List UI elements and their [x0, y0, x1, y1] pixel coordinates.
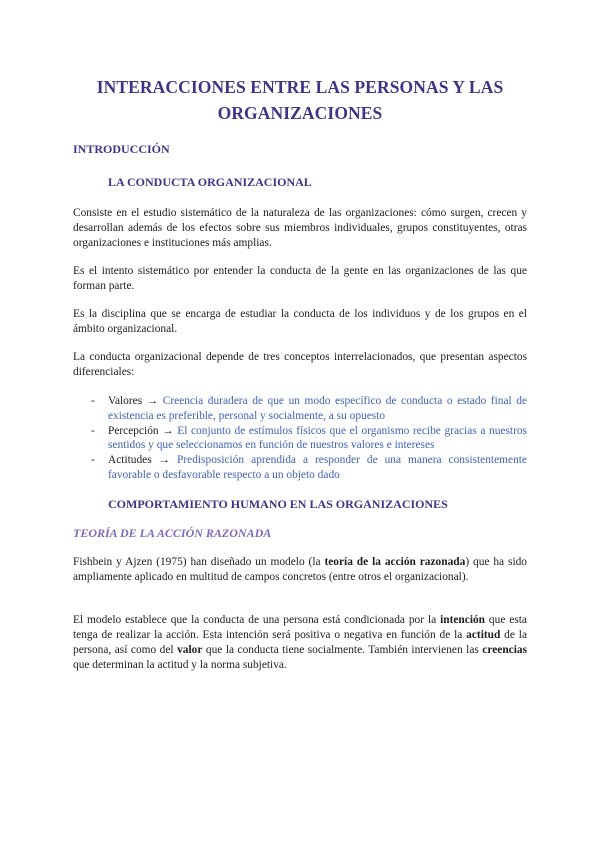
document-title: INTERACCIONES ENTRE LAS PERSONAS Y LAS ORGANIZACIONES — [96, 77, 504, 123]
text-run: ) que ha sido ampliamente aplicado en multitud de campos concretos (entre otros el organizacional). — [73, 556, 527, 583]
text-run: que determinan la actitud y la norma subjetiva. — [73, 659, 287, 671]
text-run: de la persona, así como del — [73, 629, 527, 656]
text-run: que la conducta tiene socialmente. También intervienen las — [202, 644, 483, 656]
intro-heading: INTRODUCCIÓN — [73, 142, 170, 156]
list-item-actitudes — [91, 453, 527, 482]
bold-term: valor — [177, 644, 203, 656]
paragraph-definition-3: Es la disciplina que se encarga de estudiar la conducta de los individuos y de los grupos en el ámbito organizacional. — [73, 308, 527, 335]
bold-term: intención — [440, 614, 486, 626]
text-run: El modelo establece que la conducta de una persona está condicionada por la — [73, 614, 441, 626]
section-heading-conducta: LA CONDUCTA ORGANIZACIONAL — [108, 175, 312, 189]
bold-term: creencias — [482, 644, 527, 656]
list-item-percepcion — [91, 424, 527, 453]
list-term: Percepción → — [108, 424, 174, 437]
subsection-heading-teoria: TEORÍA DE LA ACCIÓN RAZONADA — [73, 526, 272, 540]
paragraph-fishbein — [73, 555, 527, 585]
list-dash: - — [91, 395, 95, 407]
list-term: Valores → — [108, 395, 159, 407]
concepts-list — [91, 394, 527, 483]
bold-term: teoría de la acción razonada — [324, 556, 466, 568]
list-definition: Predisposición aprendida a responder de una manera consistentemente favorable o desfavorable respecto a un objeto dado — [108, 454, 527, 481]
text-run: que esta tenga de realizar la acción. Esta intención será positiva o negativa en función de la — [73, 614, 527, 641]
paragraph-definition-1: Consiste en el estudio sistemático de la naturaleza de las organizaciones: cómo surgen, crecen y desarrollan además de los efectos sobre sus miembros individuales, grupos constituyentes, otras organizaciones e instituciones más amplias. — [73, 207, 527, 249]
section-heading-comportamiento: COMPORTAMIENTO HUMANO EN LAS ORGANIZACIONES — [108, 497, 448, 511]
list-item-valores — [91, 394, 527, 423]
list-definition: El conjunto de estímulos físicos que el organismo recibe gracias a nuestros sentidos y que seleccionamos en función de nuestros valores e intereses — [108, 424, 527, 451]
paragraph-model — [73, 613, 527, 673]
paragraph-definition-2: Es el intento sistemático por entender la conducta de la gente en las organizaciones de las que forman parte. — [73, 265, 527, 292]
text-run: Fishbein y Ajzen (1975) han diseñado un modelo (la — [73, 556, 325, 568]
list-dash: - — [91, 454, 95, 466]
list-definition: Creencia duradera de que un modo específico de conducta o estado final de existencia es preferible, personal y socialmente, a su opuesto — [108, 395, 527, 422]
list-dash: - — [91, 424, 95, 437]
list-term: Actitudes → — [108, 454, 171, 466]
paragraph-concepts-intro: La conducta organizacional depende de tres conceptos interrelacionados, que presentan aspectos diferenciales: — [73, 351, 527, 378]
bold-term: actitud — [466, 629, 501, 641]
